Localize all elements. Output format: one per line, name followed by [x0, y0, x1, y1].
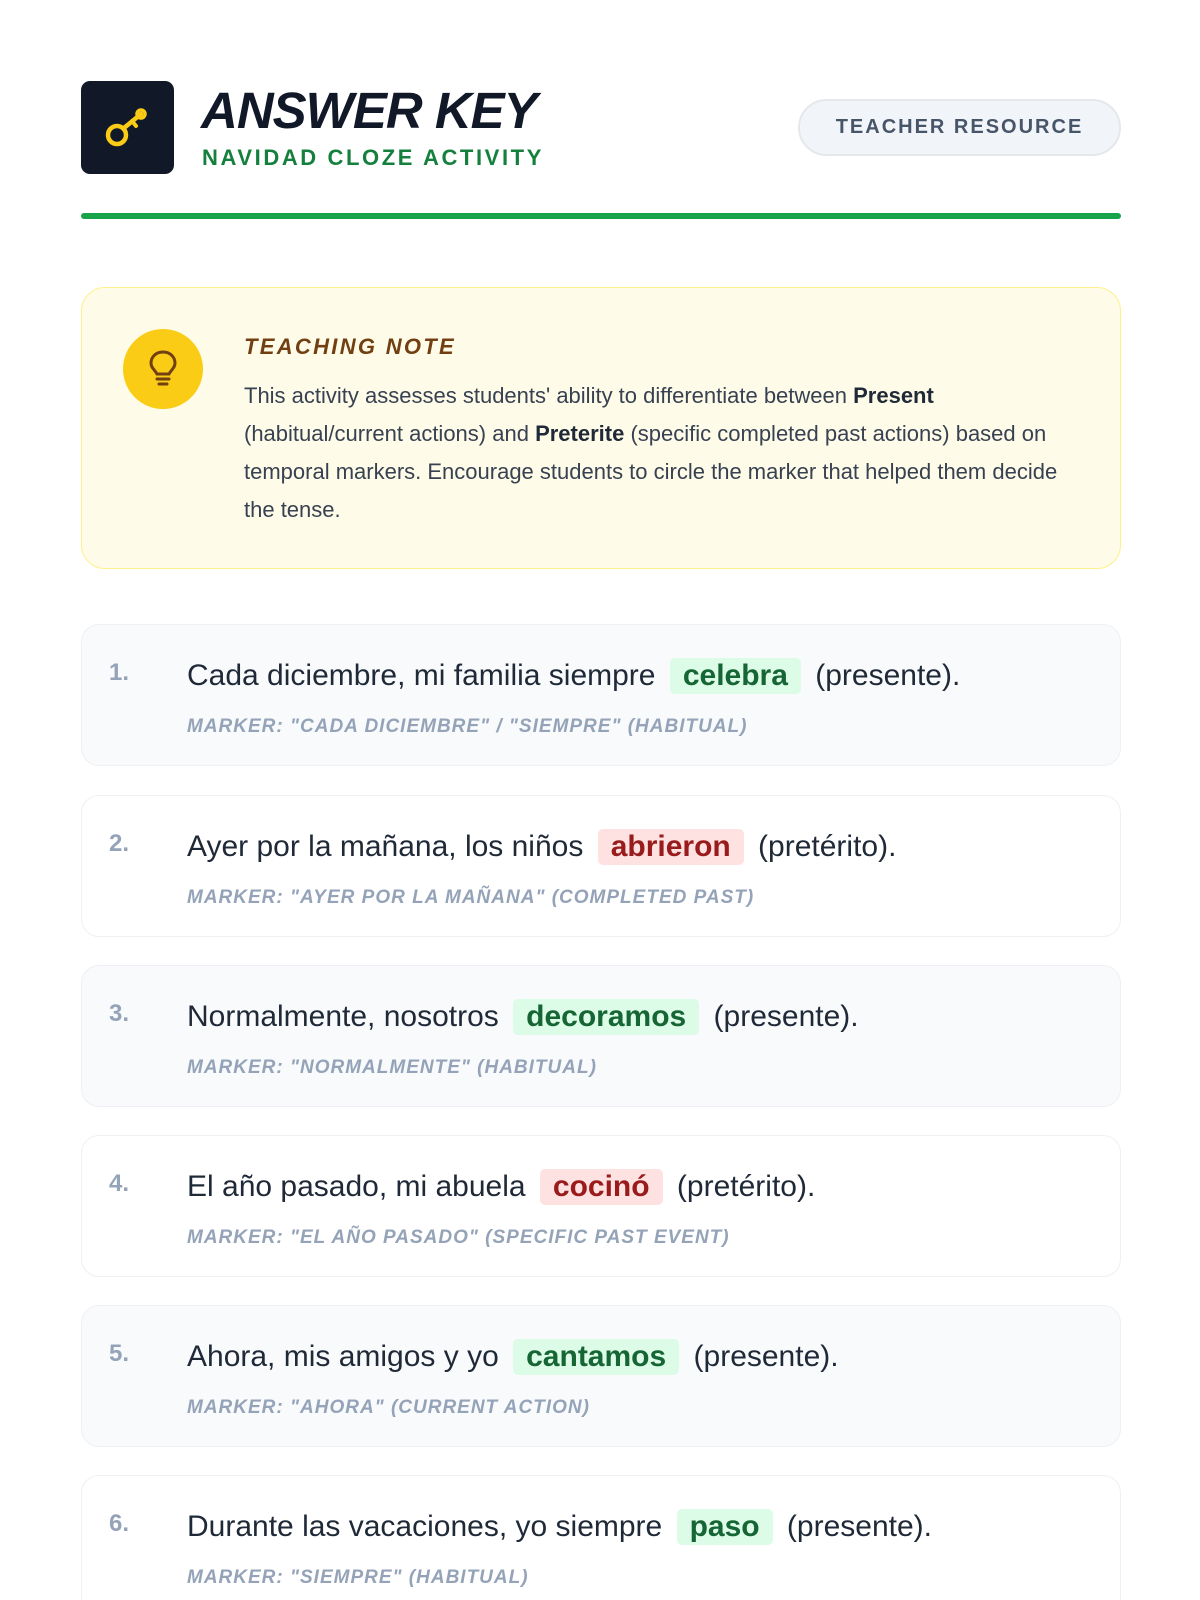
item-sentence: Normalmente, nosotros decoramos (presente).: [187, 1000, 859, 1033]
item-sentence: Cada diciembre, mi familia siempre celebra (presente).: [187, 659, 961, 692]
page-title: ANSWER KEY: [201, 82, 537, 139]
item-number: 4.: [109, 1170, 130, 1197]
answer-highlight: paso: [677, 1509, 773, 1545]
list-item: [81, 1475, 1121, 1600]
list-item: [81, 624, 1121, 766]
item-marker: MARKER: "AYER POR LA MAÑANA" (COMPLETED PAST): [187, 887, 755, 908]
answer-highlight: decoramos: [513, 999, 699, 1035]
list-item: [81, 965, 1121, 1107]
item-sentence: Ayer por la mañana, los niños abrieron (pretérito).: [187, 830, 897, 863]
header-divider: [81, 213, 1121, 219]
item-marker: MARKER: "SIEMPRE" (HABITUAL): [187, 1567, 529, 1588]
item-number: 1.: [109, 659, 130, 686]
answer-highlight: abrieron: [598, 829, 744, 865]
answer-highlight: cocinó: [540, 1169, 663, 1205]
answer-highlight: cantamos: [513, 1339, 679, 1375]
item-number: 6.: [109, 1510, 130, 1537]
term-preterite: Preterite: [535, 421, 625, 446]
list-item: [81, 795, 1121, 937]
item-sentence: Durante las vacaciones, yo siempre paso (presente).: [187, 1510, 932, 1543]
lightbulb-icon: [123, 329, 203, 409]
term-present: Present: [853, 383, 934, 408]
teaching-note-card: [81, 287, 1121, 569]
key-icon: [99, 99, 156, 156]
item-sentence: El año pasado, mi abuela cocinó (pretérito).: [187, 1170, 816, 1203]
item-number: 2.: [109, 830, 130, 857]
list-item: [81, 1135, 1121, 1277]
list-item: [81, 1305, 1121, 1447]
teacher-resource-badge: TEACHER RESOURCE: [798, 99, 1121, 156]
answer-highlight: celebra: [670, 658, 801, 694]
item-marker: MARKER: "NORMALMENTE" (HABITUAL): [187, 1057, 597, 1078]
item-number: 5.: [109, 1340, 130, 1367]
item-sentence: Ahora, mis amigos y yo cantamos (presente).: [187, 1340, 839, 1373]
header: [81, 81, 1121, 175]
item-number: 3.: [109, 1000, 130, 1027]
teaching-note-body: This activity assesses students' ability to differentiate between Present (habitual/current actions) and Preterite (specific completed past actions) based on temporal markers. Encourage students to circle the marker that helped them decide the tense.: [244, 383, 1058, 522]
item-marker: MARKER: "CADA DICIEMBRE" / "SIEMPRE" (HABITUAL): [187, 716, 748, 737]
item-marker: MARKER: "EL AÑO PASADO" (SPECIFIC PAST EVENT): [187, 1227, 730, 1248]
teaching-note-title: TEACHING NOTE: [244, 334, 457, 359]
logo: [81, 81, 174, 174]
item-marker: MARKER: "AHORA" (CURRENT ACTION): [187, 1397, 590, 1418]
page-subtitle: NAVIDAD CLOZE ACTIVITY: [202, 145, 544, 170]
